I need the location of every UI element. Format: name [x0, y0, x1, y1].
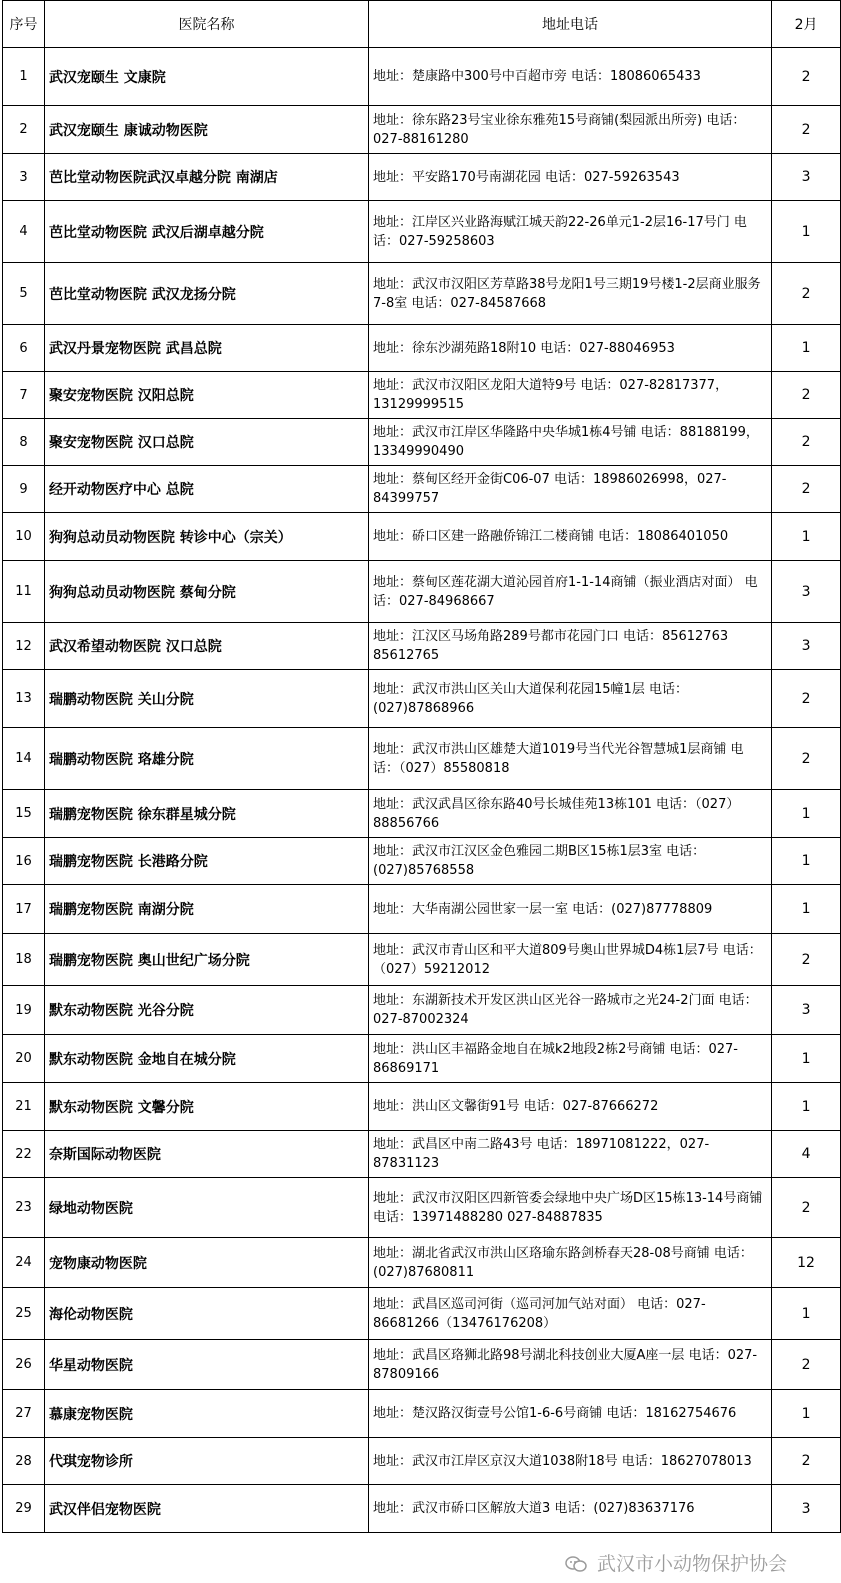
- table-row: [3, 1340, 841, 1390]
- address-phone: 地址：洪山区丰福路金地自在城k2地段2栋2号商铺 电话：027-86869171: [369, 1035, 772, 1083]
- hospital-name: 武汉伴侣宠物医院: [44, 1485, 368, 1533]
- table-row: [3, 1035, 841, 1083]
- table-row: [3, 48, 841, 106]
- header-hospital-name: 医院名称: [44, 1, 368, 48]
- row-index: 22: [3, 1131, 45, 1178]
- row-index: 28: [3, 1438, 45, 1485]
- february-count: 2: [772, 48, 841, 106]
- table-row: [3, 154, 841, 201]
- address-phone: 地址：武汉市江岸区华隆路中央华城1栋4号铺 电话：88188199，13349990490: [369, 419, 772, 466]
- header-address-phone: 地址电话: [369, 1, 772, 48]
- row-index: 8: [3, 419, 45, 466]
- table-row: [3, 1390, 841, 1438]
- february-count: 4: [772, 1131, 841, 1178]
- address-phone: 地址：徐东沙湖苑路18附10 电话：027-88046953: [369, 325, 772, 372]
- row-index: 21: [3, 1083, 45, 1131]
- hospital-name: 经开动物医疗中心 总院: [44, 466, 368, 513]
- address-phone: 地址：楚康路中300号中百超市旁 电话：18086065433: [369, 48, 772, 106]
- address-phone: 地址：东湖新技术开发区洪山区光谷一路城市之光24-2门面 电话：027-87002324: [369, 986, 772, 1035]
- february-count: 1: [772, 201, 841, 263]
- hospital-name: 狗狗总动员动物医院 转诊中心（宗关）: [44, 513, 368, 561]
- address-phone: 地址：湖北省武汉市洪山区珞瑜东路剑桥春天28-08号商铺 电话：(027)87680811: [369, 1238, 772, 1288]
- february-count: 1: [772, 838, 841, 885]
- table-row: [3, 986, 841, 1035]
- row-index: 3: [3, 154, 45, 201]
- row-index: 27: [3, 1390, 45, 1438]
- header-february: 2月: [772, 1, 841, 48]
- february-count: 1: [772, 1288, 841, 1340]
- row-index: 7: [3, 372, 45, 419]
- february-count: 3: [772, 561, 841, 623]
- february-count: 2: [772, 419, 841, 466]
- hospital-name: 默东动物医院 光谷分院: [44, 986, 368, 1035]
- february-count: 2: [772, 1438, 841, 1485]
- address-phone: 地址：蔡甸区莲花湖大道沁园首府1-1-14商铺（振业酒店对面） 电话：027-84968667: [369, 561, 772, 623]
- february-count: 1: [772, 1390, 841, 1438]
- address-phone: 地址：武汉市青山区和平大道809号奥山世界城D4栋1层7号 电话：（027）59212012: [369, 934, 772, 986]
- address-phone: 地址：硚口区建一路融侨锦江二楼商铺 电话：18086401050: [369, 513, 772, 561]
- address-phone: 地址：武汉市汉阳区芳草路38号龙阳1号三期19号楼1-2层商业服务7-8室 电话：027-84587668: [369, 263, 772, 325]
- address-phone: 地址：武汉市洪山区关山大道保利花园15幢1层 电话：(027)87868966: [369, 670, 772, 728]
- hospital-name: 海伦动物医院: [44, 1288, 368, 1340]
- row-index: 2: [3, 106, 45, 154]
- hospital-name: 芭比堂动物医院 武汉后湖卓越分院: [44, 201, 368, 263]
- address-phone: 地址：武汉武昌区徐东路40号长城佳苑13栋101 电话：（027）88856766: [369, 790, 772, 838]
- february-count: 2: [772, 106, 841, 154]
- february-count: 12: [772, 1238, 841, 1288]
- hospital-table: [2, 0, 841, 1533]
- february-count: 1: [772, 790, 841, 838]
- table-header-row: [3, 1, 841, 48]
- hospital-name: 慕康宠物医院: [44, 1390, 368, 1438]
- table-row: [3, 728, 841, 790]
- february-count: 1: [772, 885, 841, 934]
- row-index: 23: [3, 1178, 45, 1238]
- row-index: 16: [3, 838, 45, 885]
- header-index: 序号: [3, 1, 45, 48]
- hospital-name: 华星动物医院: [44, 1340, 368, 1390]
- table-row: [3, 1485, 841, 1533]
- table-row: [3, 790, 841, 838]
- address-phone: 地址：江岸区兴业路海赋江城天韵22-26单元1-2层16-17号门 电话：027-59258603: [369, 201, 772, 263]
- address-phone: 地址：蔡甸区经开金街C06-07 电话：18986026998，027-84399757: [369, 466, 772, 513]
- table-row: [3, 106, 841, 154]
- hospital-name: 狗狗总动员动物医院 蔡甸分院: [44, 561, 368, 623]
- hospital-name: 瑞鹏动物医院 珞雄分院: [44, 728, 368, 790]
- february-count: 2: [772, 934, 841, 986]
- address-phone: 地址：江汉区马场角路289号都市花园门口 电话：85612763 85612765: [369, 623, 772, 670]
- table-row: [3, 1288, 841, 1340]
- hospital-name: 瑞鹏宠物医院 南湖分院: [44, 885, 368, 934]
- february-count: 2: [772, 670, 841, 728]
- february-count: 3: [772, 623, 841, 670]
- address-phone: 地址：武汉市汉阳区龙阳大道特9号 电话：027-82817377，13129999515: [369, 372, 772, 419]
- february-count: 1: [772, 325, 841, 372]
- row-index: 18: [3, 934, 45, 986]
- row-index: 5: [3, 263, 45, 325]
- hospital-name: 默东动物医院 金地自在城分院: [44, 1035, 368, 1083]
- row-index: 13: [3, 670, 45, 728]
- hospital-name: 武汉希望动物医院 汉口总院: [44, 623, 368, 670]
- table-row: [3, 623, 841, 670]
- address-phone: 地址：武昌区珞狮北路98号湖北科技创业大厦A座一层 电话：027-87809166: [369, 1340, 772, 1390]
- table-row: [3, 1083, 841, 1131]
- table-row: [3, 1438, 841, 1485]
- hospital-name: 瑞鹏宠物医院 长港路分院: [44, 838, 368, 885]
- table-row: [3, 513, 841, 561]
- table-row: [3, 372, 841, 419]
- table-row: [3, 934, 841, 986]
- february-count: 3: [772, 986, 841, 1035]
- hospital-name: 芭比堂动物医院 武汉龙扬分院: [44, 263, 368, 325]
- address-phone: 地址：楚汉路汉街壹号公馆1-6-6号商铺 电话：18162754676: [369, 1390, 772, 1438]
- february-count: 1: [772, 1083, 841, 1131]
- hospital-name: 瑞鹏宠物医院 徐东群星城分院: [44, 790, 368, 838]
- hospital-name: 奈斯国际动物医院: [44, 1131, 368, 1178]
- row-index: 14: [3, 728, 45, 790]
- address-phone: 地址：洪山区文馨街91号 电话：027-87666272: [369, 1083, 772, 1131]
- hospital-name: 武汉宠颐生 文康院: [44, 48, 368, 106]
- table-row: [3, 201, 841, 263]
- row-index: 19: [3, 986, 45, 1035]
- table-row: [3, 325, 841, 372]
- table-row: [3, 263, 841, 325]
- february-count: 3: [772, 1485, 841, 1533]
- february-count: 2: [772, 372, 841, 419]
- table-row: [3, 838, 841, 885]
- hospital-name: 瑞鹏宠物医院 奥山世纪广场分院: [44, 934, 368, 986]
- row-index: 10: [3, 513, 45, 561]
- row-index: 26: [3, 1340, 45, 1390]
- table-row: [3, 419, 841, 466]
- february-count: 1: [772, 513, 841, 561]
- row-index: 1: [3, 48, 45, 106]
- address-phone: 地址：武汉市洪山区雄楚大道1019号当代光谷智慧城1层商铺 电话：（027）85580818: [369, 728, 772, 790]
- february-count: 2: [772, 263, 841, 325]
- table-row: [3, 561, 841, 623]
- february-count: 2: [772, 728, 841, 790]
- address-phone: 地址：徐东路23号宝业徐东雅苑15号商铺(梨园派出所旁) 电话：027-88161280: [369, 106, 772, 154]
- row-index: 24: [3, 1238, 45, 1288]
- address-phone: 地址：武昌区中南二路43号 电话：18971081222，027-87831123: [369, 1131, 772, 1178]
- address-phone: 地址：平安路170号南湖花园 电话：027-59263543: [369, 154, 772, 201]
- row-index: 20: [3, 1035, 45, 1083]
- watermark-text: 武汉市小动物保护协会: [597, 1553, 788, 1575]
- table-row: [3, 1131, 841, 1178]
- watermark: [565, 1549, 787, 1576]
- hospital-name: 宠物康动物医院: [44, 1238, 368, 1288]
- table-row: [3, 670, 841, 728]
- table-row: [3, 885, 841, 934]
- row-index: 17: [3, 885, 45, 934]
- table-row: [3, 466, 841, 513]
- february-count: 2: [772, 1340, 841, 1390]
- hospital-name: 武汉丹景宠物医院 武昌总院: [44, 325, 368, 372]
- february-count: 3: [772, 154, 841, 201]
- address-phone: 地址：武汉市江汉区金色雅园二期B区15栋1层3室 电话：(027)85768558: [369, 838, 772, 885]
- address-phone: 地址：武汉市江岸区京汉大道1038附18号 电话：18627078013: [369, 1438, 772, 1485]
- row-index: 12: [3, 623, 45, 670]
- hospital-name: 武汉宠颐生 康诚动物医院: [44, 106, 368, 154]
- table-row: [3, 1238, 841, 1288]
- row-index: 29: [3, 1485, 45, 1533]
- row-index: 25: [3, 1288, 45, 1340]
- address-phone: 地址：大华南湖公园世家一层一室 电话：(027)87778809: [369, 885, 772, 934]
- hospital-name: 聚安宠物医院 汉阳总院: [44, 372, 368, 419]
- address-phone: 地址：武汉市硚口区解放大道3 电话：(027)83637176: [369, 1485, 772, 1533]
- hospital-name: 瑞鹏动物医院 关山分院: [44, 670, 368, 728]
- table-row: [3, 1178, 841, 1238]
- address-phone: 地址：武汉市汉阳区四新管委会绿地中央广场D区15栋13-14号商铺 电话：13971488280 027-84887835: [369, 1178, 772, 1238]
- february-count: 1: [772, 1035, 841, 1083]
- wechat-icon: [565, 1555, 587, 1573]
- address-phone: 地址：武昌区巡司河街（巡司河加气站对面） 电话：027-86681266（13476176208）: [369, 1288, 772, 1340]
- row-index: 11: [3, 561, 45, 623]
- february-count: 2: [772, 1178, 841, 1238]
- hospital-name: 绿地动物医院: [44, 1178, 368, 1238]
- row-index: 4: [3, 201, 45, 263]
- row-index: 6: [3, 325, 45, 372]
- row-index: 15: [3, 790, 45, 838]
- february-count: 2: [772, 466, 841, 513]
- hospital-name: 代琪宠物诊所: [44, 1438, 368, 1485]
- hospital-name: 芭比堂动物医院武汉卓越分院 南湖店: [44, 154, 368, 201]
- hospital-name: 默东动物医院 文馨分院: [44, 1083, 368, 1131]
- hospital-name: 聚安宠物医院 汉口总院: [44, 419, 368, 466]
- row-index: 9: [3, 466, 45, 513]
